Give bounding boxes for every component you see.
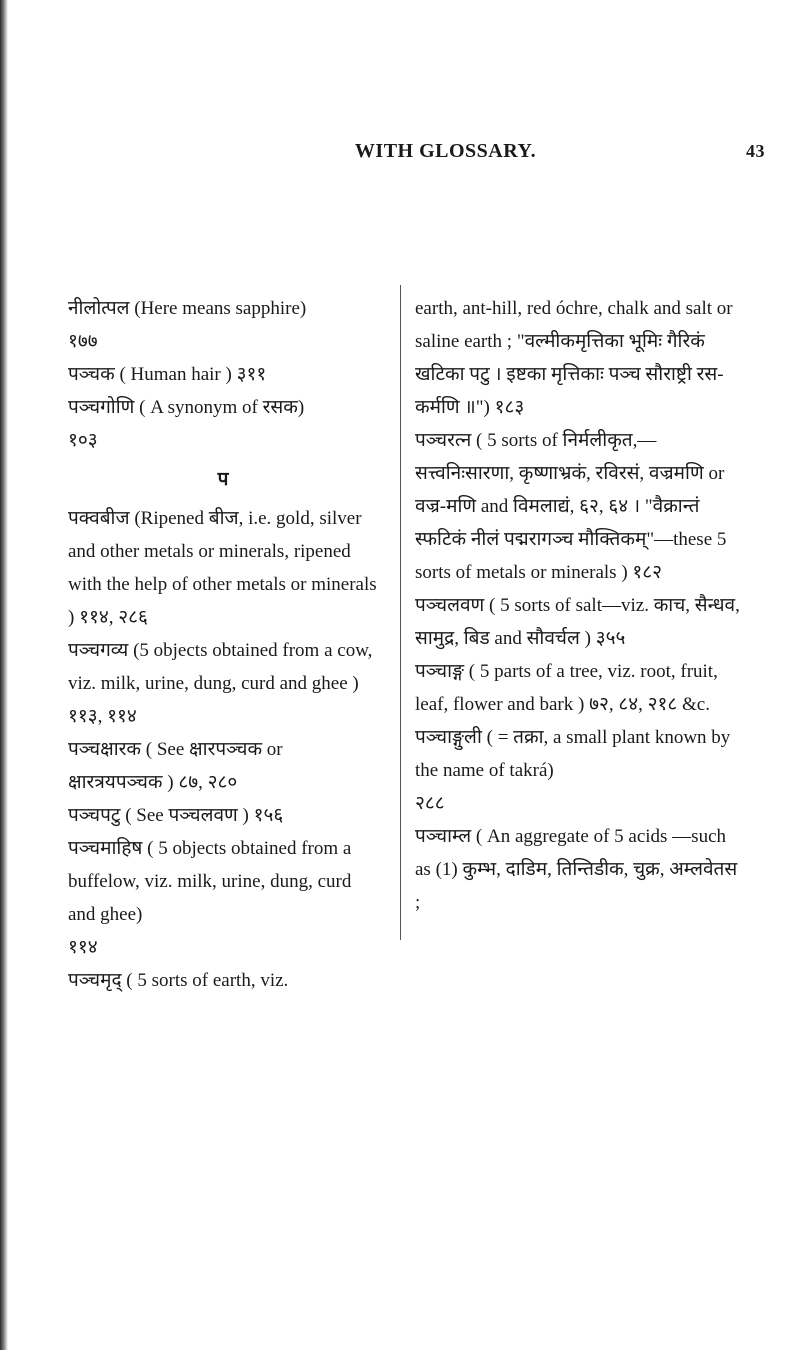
glossary-entry: पञ्चगोणि ( A synonym of रसक) [68, 397, 305, 418]
glossary-page-ref: १७७ [68, 331, 98, 352]
glossary-entry: पञ्चक्षारक ( See क्षारपञ्चक or क्षारत्रयपञ्चक ) ८७, २८० [68, 739, 283, 793]
scan-edge-shadow [0, 0, 8, 1350]
section-letter: प [217, 469, 229, 490]
glossary-entry: पञ्चलवण ( 5 sorts of salt—viz. काच, सैन्धव, सामुद्र, बिड and सौवर्चल ) ३५५ [415, 595, 740, 649]
glossary-entry: पञ्चगव्य (5 objects obtained from a cow, viz. milk, urine, dung, curd and ghee ) ११३, ११४ [68, 640, 373, 727]
page-number: 43 [746, 141, 765, 161]
glossary-entry: पञ्चमाहिष ( 5 objects obtained from a buffelow, viz. milk, urine, dung, curd and ghee) [68, 838, 352, 925]
glossary-entry: पञ्चाङ्ग ( 5 parts of a tree, viz. root, fruit, leaf, flower and bark ) ७२, ८४, २१८ &c. [415, 661, 718, 715]
glossary-entry: पक्वबीज (Ripened बीज, i.e. gold, silver and other metals or minerals, ripened with the help of other metals or minerals ) ११४, २८६ [68, 508, 377, 628]
page-header [65, 140, 765, 163]
running-title: WITH GLOSSARY. [354, 140, 537, 162]
glossary-entry: पञ्चाङ्गुली ( = तक्रा, a small plant known by the name of takrá) [415, 727, 731, 781]
glossary-page-ref: ११४ [68, 937, 98, 958]
glossary-left-column [68, 292, 378, 997]
glossary-entry: पञ्चाम्ल ( An aggregate of 5 acids —such as (1) कुम्भ, दाडिम, तिन्तिडीक, चुक्र, अम्लवेतस ; [415, 826, 738, 913]
glossary-page-ref: २८८ [415, 793, 445, 814]
glossary-entry: पञ्चमृद् ( 5 sorts of earth, viz. [68, 970, 289, 991]
glossary-entry: नीलोत्पल (Here means sapphire) [68, 298, 307, 319]
glossary-right-column [415, 292, 745, 919]
glossary-entry: earth, ant-hill, red óchre, chalk and salt or saline earth ; "वल्मीकमृत्तिका भूमिः गैरिकं खटिका पटु । इष्टका मृत्तिकाः पञ्च सौराष्ट्री रस-कर्मणि ॥") १८३ [415, 298, 733, 418]
glossary-entry: पञ्चक ( Human hair ) ३११ [68, 364, 267, 385]
column-divider [400, 285, 401, 940]
glossary-page-ref: १०३ [68, 430, 98, 451]
glossary-entry: पञ्चरत्न ( 5 sorts of निर्मलीकृत,— सत्त्वनिःसारणा, कृष्णाभ्रकं, रविरसं, वज्रमणि or वज्र-मणि and विमलाद्यं, ६२, ६४ । "वैक्रान्तं स्फटिकं नीलं पद्मरागञ्च मौक्तिकम्"—these 5 sorts of metals or minerals ) १८२ [415, 430, 727, 583]
glossary-entry: पञ्चपटु ( See पञ्चलवण ) १५६ [68, 805, 284, 826]
